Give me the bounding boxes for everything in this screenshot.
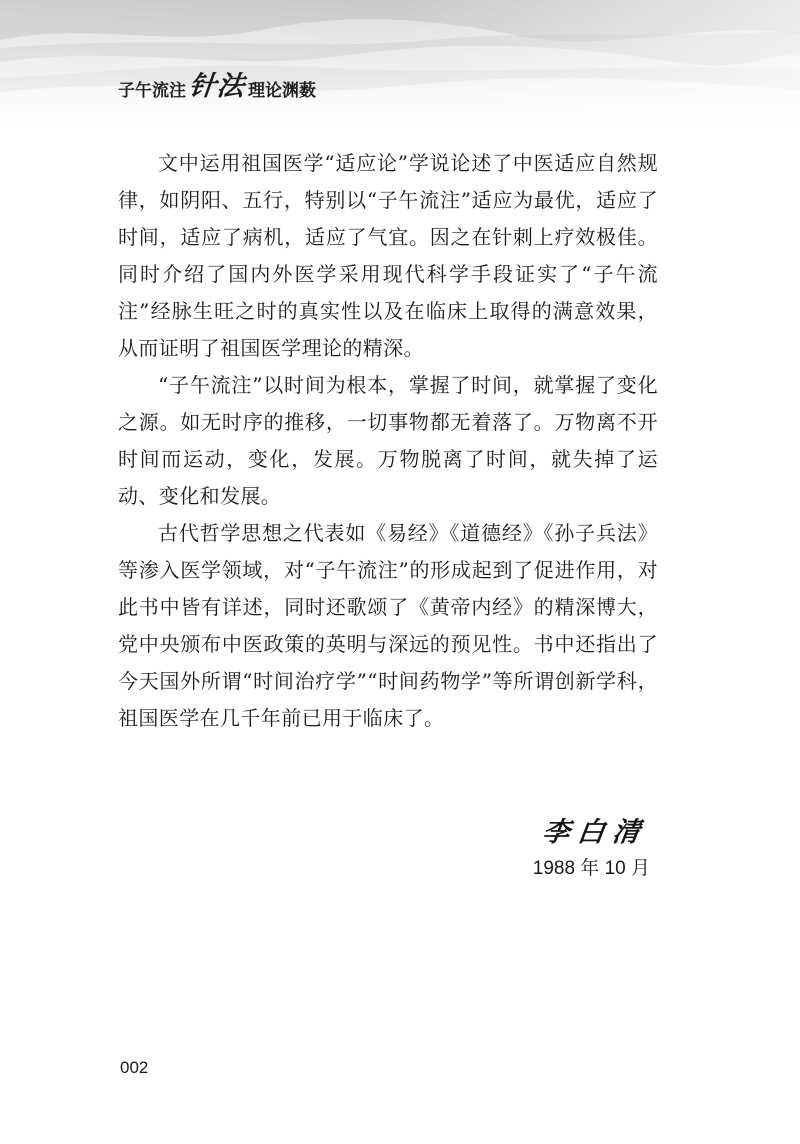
running-head-calligraphy: 针法 <box>187 71 247 102</box>
page-number: 002 <box>120 1058 149 1077</box>
running-head-part1: 子午流注 <box>118 81 186 101</box>
author-signature: 李白清 <box>540 817 650 848</box>
paragraph-1: 文中运用祖国医学“适应论”学说论述了中医适应自然规律，如阴阳、五行，特别以“子午流注”适应为最优，适应了时间，适应了病机，适应了气宜。因之在针刺上疗效极佳。同时介绍了国内外医学采用现代科学手段证实了“子午流注”经脉生旺之时的真实性以及在临床上取得的满意效果，从而证明了祖国医学理论的精深。 <box>118 151 658 360</box>
running-head <box>118 68 316 102</box>
paragraph-2: “子午流注”以时间为根本，掌握了时间，就掌握了变化之源。如无时序的推移，一切事物都无着落了。万物离不开时间而运动，变化，发展。万物脱离了时间，就失掉了运动、变化和发展。 <box>118 373 658 508</box>
paragraph-3: 古代哲学思想之代表如《易经》《道德经》《孙子兵法》等渗入医学领域，对“子午流注”的形成起到了促进作用，对此书中皆有详述，同时还歌颂了《黄帝内经》的精深博大，党中央颁布中医政策的英明与深远的预见性。书中还指出了今天国外所谓“时间治疗学”“时间药物学”等所谓创新学科，祖国医学在几千年前已用于临床了。 <box>118 521 658 730</box>
preface-body <box>118 145 658 737</box>
signature-date: 1988 年 10 月 <box>532 858 650 879</box>
running-head-part2: 理论渊薮 <box>248 81 316 101</box>
